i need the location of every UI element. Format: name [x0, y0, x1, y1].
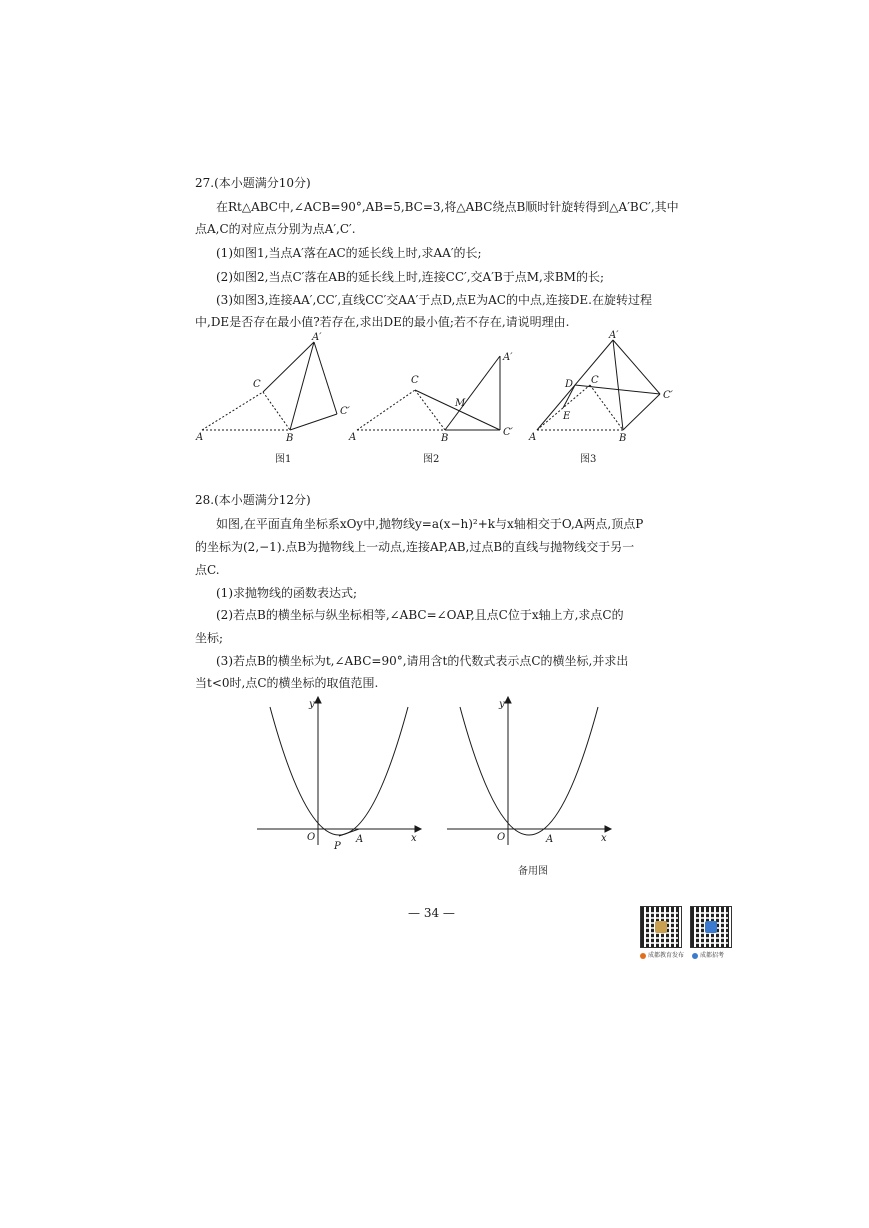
figure-2 [345, 350, 525, 445]
parabola2-label-y: y [499, 699, 505, 710]
qr-right-logo-icon [705, 921, 717, 933]
parabola2-label-x: x [601, 833, 607, 844]
fig2-caption: 图2 [423, 454, 440, 465]
fig1-label-a: A [196, 432, 204, 443]
fig3-label-a: A [529, 432, 537, 443]
qr-left-dot-icon [640, 953, 646, 959]
q28-intro-line3: 点C. [195, 563, 220, 577]
q28-part2-line1: (2)若点B的横坐标与纵坐标相等,∠ABC=∠OAP,且点C位于x轴上方,求点C的 [216, 608, 624, 622]
fig2-label-m: M [455, 398, 466, 409]
q27-header: 27.(本小题满分10分) [195, 176, 311, 190]
spare-figure-caption: 备用图 [518, 866, 548, 877]
page-number: — 34 — [408, 906, 455, 920]
qr-left-label: 成都教育发布 [640, 950, 684, 959]
fig2-label-c1: C′ [503, 427, 513, 438]
q28-part3-line1: (3)若点B的横坐标为t,∠ABC=90°,请用含t的代数式表示点C的横坐标,并求出 [216, 654, 629, 668]
fig2-label-c: C [411, 375, 419, 386]
fig1-label-c1: C′ [340, 406, 350, 417]
q27-intro-line2: 点A,C的对应点分别为点A′,C′. [195, 222, 356, 236]
fig3-label-d: D [565, 379, 574, 390]
q28-part3-line2: 当t<0时,点C的横坐标的取值范围. [195, 676, 379, 690]
q28-header: 28.(本小题满分12分) [195, 493, 311, 507]
fig2-label-a: A [349, 432, 357, 443]
qr-right-dot-icon [692, 953, 698, 959]
qr-code-right[interactable] [690, 906, 732, 948]
fig3-label-a1: A′ [609, 330, 619, 341]
fig3-label-c1: C′ [663, 390, 673, 401]
parabola1-label-y: y [309, 699, 315, 710]
parabola1-label-p: P [334, 841, 341, 852]
parabola1-label-a: A [356, 834, 364, 845]
q28-intro-line1: 如图,在平面直角坐标系xOy中,抛物线y=a(x−h)²+k与x轴相交于O,A两点,顶点P [216, 517, 644, 531]
figure-1 [190, 330, 370, 445]
parabola1-label-x: x [411, 833, 417, 844]
fig3-label-e: E [563, 411, 571, 422]
qr-left-logo-icon [655, 921, 667, 933]
q27-part3-line1: (3)如图3,连接AA′,CC′,直线CC′交AA′于点D,点E为AC的中点,连接DE.在旋转过程 [216, 293, 652, 307]
fig2-label-b: B [441, 433, 449, 444]
fig1-caption: 图1 [275, 454, 292, 465]
qr-right-label: 成都招考 [692, 950, 724, 959]
figure-3 [525, 330, 690, 445]
fig3-label-b: B [619, 433, 627, 444]
parabola2-label-a: A [546, 834, 554, 845]
q27-part1: (1)如图1,当点A′落在AC的延长线上时,求AA′的长; [216, 246, 482, 260]
q28-intro-line2: 的坐标为(2,−1).点B为抛物线上一动点,连接AP,AB,过点B的直线与抛物线交于另一 [195, 540, 635, 554]
q28-part1: (1)求抛物线的函数表达式; [216, 586, 358, 600]
fig2-label-a1: A′ [503, 352, 513, 363]
parabola2-label-o: O [497, 832, 506, 843]
fig1-label-c: C [253, 379, 261, 390]
qr-code-left[interactable] [640, 906, 682, 948]
fig3-label-c: C [591, 375, 599, 386]
parabola1-label-o: O [307, 832, 316, 843]
q27-part2: (2)如图2,当点C′落在AB的延长线上时,连接CC′,交A′B于点M,求BM的长; [216, 270, 605, 284]
q27-part3-line2: 中,DE是否存在最小值?若存在,求出DE的最小值;若不存在,请说明理由. [195, 315, 570, 329]
spare-parabola-figure [445, 695, 615, 855]
fig3-caption: 图3 [580, 454, 597, 465]
parabola-figure [255, 695, 425, 855]
fig1-label-a1: A′ [312, 332, 322, 343]
fig1-label-b: B [286, 433, 294, 444]
q27-intro-line1: 在Rt△ABC中,∠ACB=90°,AB=5,BC=3,将△ABC绕点B顺时针旋转得到△A′BC′,其中 [216, 200, 679, 214]
q28-part2-line2: 坐标; [195, 631, 224, 645]
